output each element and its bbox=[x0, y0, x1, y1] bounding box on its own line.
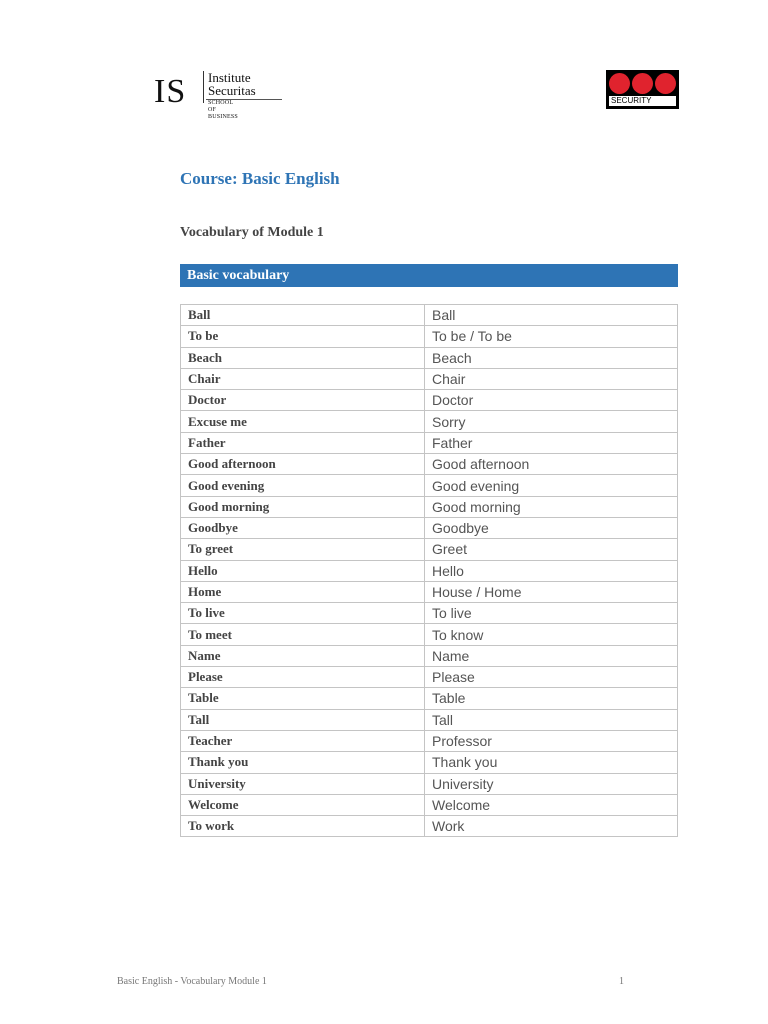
table-row bbox=[181, 432, 678, 453]
vocab-term: To work bbox=[181, 816, 425, 837]
vocab-translation: To be / To be bbox=[425, 326, 678, 347]
page-number: 1 bbox=[619, 976, 624, 987]
table-row bbox=[181, 368, 678, 389]
table-row bbox=[181, 624, 678, 645]
table-row bbox=[181, 305, 678, 326]
vocab-term: To live bbox=[181, 603, 425, 624]
module-title: Vocabulary of Module 1 bbox=[180, 225, 324, 240]
vocab-term: Welcome bbox=[181, 794, 425, 815]
vocab-translation: Chair bbox=[425, 368, 678, 389]
table-row bbox=[181, 688, 678, 709]
vocab-translation: Good afternoon bbox=[425, 454, 678, 475]
vocab-translation: Welcome bbox=[425, 794, 678, 815]
vocab-term: Beach bbox=[181, 347, 425, 368]
vocab-term: To meet bbox=[181, 624, 425, 645]
table-row bbox=[181, 390, 678, 411]
vocab-term: University bbox=[181, 773, 425, 794]
vocab-translation: Work bbox=[425, 816, 678, 837]
vocab-translation: To live bbox=[425, 603, 678, 624]
vocab-translation: Good evening bbox=[425, 475, 678, 496]
table-row bbox=[181, 347, 678, 368]
vocab-translation: Name bbox=[425, 645, 678, 666]
table-row bbox=[181, 496, 678, 517]
table-row bbox=[181, 517, 678, 538]
vocab-translation: Beach bbox=[425, 347, 678, 368]
vocab-term: To be bbox=[181, 326, 425, 347]
vocab-term: Excuse me bbox=[181, 411, 425, 432]
vocab-translation: Ball bbox=[425, 305, 678, 326]
vocab-term: Name bbox=[181, 645, 425, 666]
vocab-term: Tall bbox=[181, 709, 425, 730]
security-dot-icon bbox=[609, 73, 630, 94]
vocab-translation: Goodbye bbox=[425, 517, 678, 538]
vocab-term: Thank you bbox=[181, 752, 425, 773]
vocab-term: Table bbox=[181, 688, 425, 709]
vocab-translation: Sorry bbox=[425, 411, 678, 432]
security-logo bbox=[606, 70, 679, 109]
vocab-term: Ball bbox=[181, 305, 425, 326]
table-row bbox=[181, 581, 678, 602]
table-row bbox=[181, 794, 678, 815]
section-header: Basic vocabulary bbox=[180, 264, 678, 287]
table-row bbox=[181, 816, 678, 837]
vocab-translation: Hello bbox=[425, 560, 678, 581]
logo-line-3: SCHOOL OF BUSINESS bbox=[208, 100, 238, 120]
table-row bbox=[181, 645, 678, 666]
vocab-translation: To know bbox=[425, 624, 678, 645]
table-row bbox=[181, 709, 678, 730]
vocab-term: Doctor bbox=[181, 390, 425, 411]
vocab-translation: Thank you bbox=[425, 752, 678, 773]
security-dot-icon bbox=[632, 73, 653, 94]
vocab-translation: Tall bbox=[425, 709, 678, 730]
vocab-term: Good morning bbox=[181, 496, 425, 517]
vocab-term: Hello bbox=[181, 560, 425, 581]
table-row bbox=[181, 603, 678, 624]
vocab-term: Goodbye bbox=[181, 517, 425, 538]
course-title: Course: Basic English bbox=[180, 169, 340, 188]
vocab-term: Home bbox=[181, 581, 425, 602]
vocab-translation: Please bbox=[425, 667, 678, 688]
table-row bbox=[181, 773, 678, 794]
table-row bbox=[181, 411, 678, 432]
vocab-term: To greet bbox=[181, 539, 425, 560]
footer-text: Basic English - Vocabulary Module 1 bbox=[117, 976, 267, 987]
vocab-translation: Table bbox=[425, 688, 678, 709]
table-row bbox=[181, 454, 678, 475]
table-row bbox=[181, 560, 678, 581]
logo-initials: IS bbox=[154, 73, 187, 110]
vocab-term: Good afternoon bbox=[181, 454, 425, 475]
vocab-term: Please bbox=[181, 667, 425, 688]
table-row bbox=[181, 475, 678, 496]
table-row bbox=[181, 752, 678, 773]
table-row bbox=[181, 326, 678, 347]
vocab-translation: Professor bbox=[425, 730, 678, 751]
table-row bbox=[181, 539, 678, 560]
vocab-term: Father bbox=[181, 432, 425, 453]
table-row bbox=[181, 730, 678, 751]
vocab-term: Good evening bbox=[181, 475, 425, 496]
vocab-translation: Good morning bbox=[425, 496, 678, 517]
security-dot-icon bbox=[655, 73, 676, 94]
table-row bbox=[181, 667, 678, 688]
logo-divider bbox=[203, 71, 204, 103]
vocab-translation: Father bbox=[425, 432, 678, 453]
vocab-translation: University bbox=[425, 773, 678, 794]
vocabulary-table bbox=[180, 304, 678, 837]
vocab-translation: House / Home bbox=[425, 581, 678, 602]
logo-line-1: Institute bbox=[208, 70, 251, 85]
vocab-term: Teacher bbox=[181, 730, 425, 751]
vocab-translation: Greet bbox=[425, 539, 678, 560]
vocab-translation: Doctor bbox=[425, 390, 678, 411]
logo-line-2: Securitas bbox=[208, 83, 256, 98]
vocab-term: Chair bbox=[181, 368, 425, 389]
security-label: SECURITY bbox=[609, 96, 676, 106]
